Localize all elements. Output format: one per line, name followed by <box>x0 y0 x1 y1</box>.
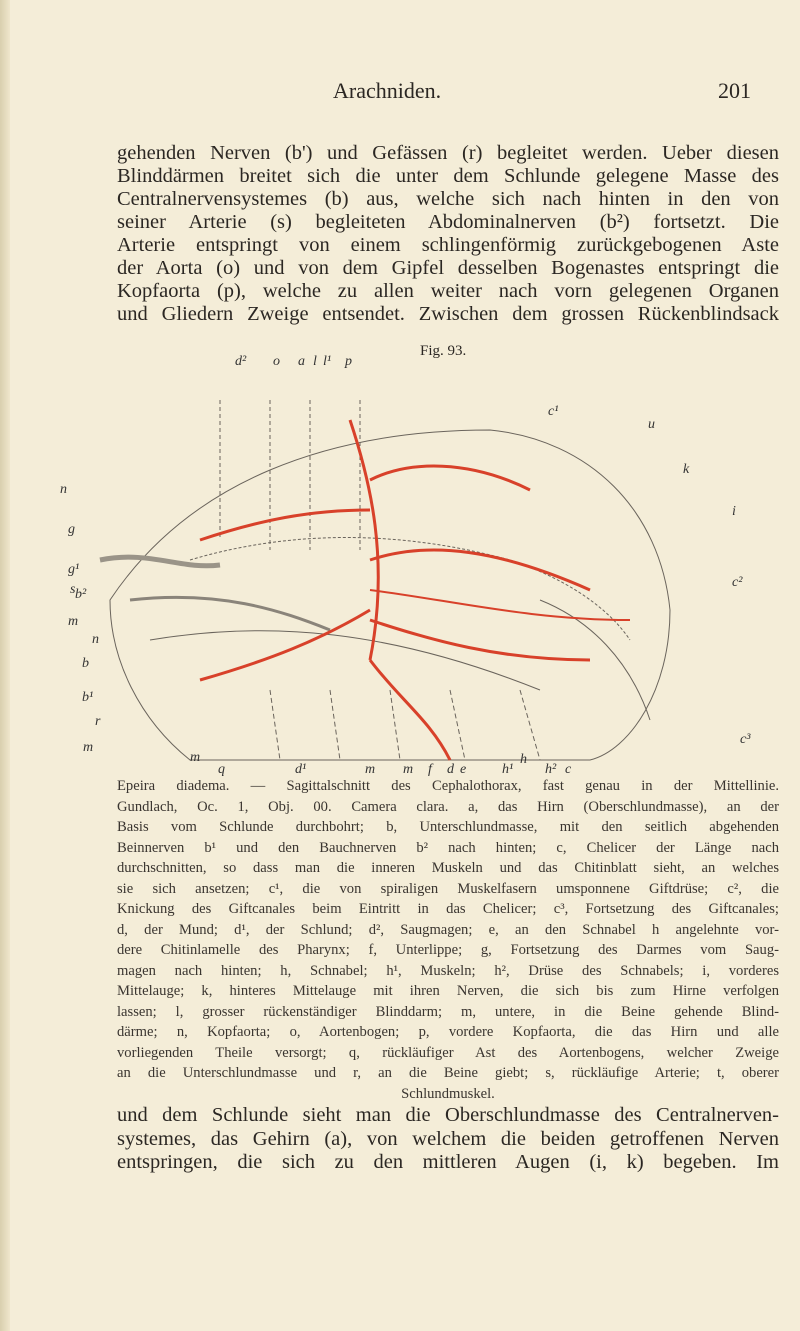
figure-letter: m <box>365 762 376 777</box>
figure-letter: d² <box>235 354 247 369</box>
caption-line: därme; n, Kopfaorta; o, Aortenbogen; p, vordere Kopfaorta, die das Hirn und alle <box>117 1024 779 1040</box>
caption-line: Mittelauge; k, hinteres Mittelauge mit ihren Nerven, die sich bis zum Hirne verfolgen <box>117 983 779 999</box>
text-line: der Aorta (o) und von dem Gipfel desselben Bogenastes entspringt die <box>117 257 779 279</box>
figure-letter: b² <box>75 587 87 602</box>
figure-letter: d <box>447 762 454 777</box>
figure-letter: b <box>82 656 89 671</box>
figure-letter: h <box>520 752 527 767</box>
text-line: Centralnervensystemes (b) aus, welche sich nach hinten in den von <box>117 188 779 210</box>
figure-letter: n <box>92 632 99 647</box>
figure-letter: c² <box>732 575 743 590</box>
figure-letter: q <box>218 762 225 777</box>
caption-line: lassen; l, grosser rückenständiger Blinddarm; m, untere, in die Beine gehende Blind- <box>117 1003 779 1020</box>
figure-letter: a <box>298 354 305 369</box>
figure-letter: e <box>460 762 467 777</box>
text-line: und Gliedern Zweige entsendet. Zwischen dem grossen Rückenblindsack <box>117 303 779 325</box>
caption-line: Beinnerven b¹ und den Bauchnerven b² nach hinten; c, Chelicer der Länge nach <box>117 839 779 856</box>
text-line: seiner Arterie (s) begleiteten Abdominalnerven (b²) fortsetzt. Die <box>117 211 779 233</box>
figure-letter: p <box>345 354 352 369</box>
figure-label: Fig. 93. <box>420 343 467 359</box>
figure-letter: l¹ <box>323 354 332 369</box>
figure-93-illustration <box>70 360 710 780</box>
caption-line: dere Chitinlamelle des Pharynx; f, Unterlippe; g, Fortsetzung des Darmes vom Saug- <box>117 942 779 958</box>
figure-letter: k <box>683 462 690 477</box>
page-edge <box>0 0 10 1331</box>
figure-letter: h¹ <box>502 762 514 777</box>
caption-line: Knickung des Giftcanales beim Eintritt in das Chelicer; c³, Fortsetzung des Giftcanales; <box>117 901 779 917</box>
figure-letter: g <box>68 522 75 537</box>
figure-letter: o <box>273 354 280 369</box>
figure-letter: l <box>313 354 317 369</box>
figure-letter: m <box>68 614 79 629</box>
figure-letter: r <box>95 714 101 729</box>
text-line: Kopfaorta (p), welche zu allen weiter nach vorn gelegenen Organen <box>117 280 779 302</box>
caption-line: Basis vom Schlunde durchbohrt; b, Unterschlundmasse, mit den seitlich abgehenden <box>117 819 779 835</box>
figure-letter: i <box>732 504 736 519</box>
figure-letter: c³ <box>740 732 751 747</box>
figure-letter: d¹ <box>295 762 307 777</box>
text-line: Blinddärmen breitet sich die unter dem Schlunde gelegene Masse des <box>117 165 779 187</box>
figure-letter: m <box>403 762 414 777</box>
caption-line: d, der Mund; d¹, der Schlund; d², Saugmagen; e, an den Schnabel h angelehnte vor- <box>117 921 779 938</box>
caption-line: Schlundmuskel. <box>401 1085 495 1102</box>
figure-letter: b¹ <box>82 690 94 705</box>
caption-line: an die Unterschlundmasse und r, an die Beine giebt; s, rückläufige Arterie; t, oberer <box>117 1065 779 1081</box>
figure-outline <box>100 400 670 760</box>
text-line: Arterie entspringt von einem schlingenförmig zurückgebogenen Aste <box>117 234 779 256</box>
figure-letter: m <box>83 740 94 755</box>
figure-letter: s <box>70 582 76 597</box>
arteries <box>200 420 630 760</box>
caption-line: vorliegenden Theile versorgt; q, rückläufiger Ast des Aortenbogens, welcher Zweige <box>117 1044 779 1061</box>
text-line: systemes, das Gehirn (a), von welchem die beiden getroffenen Nerven <box>117 1127 779 1150</box>
page-number: 201 <box>718 78 751 103</box>
running-title: Arachniden. <box>333 78 442 103</box>
figure-letter: m <box>190 750 201 765</box>
caption-line: durchschnitten, so dass man die inneren Muskeln und das Chitinblatt sieht, an welches <box>117 860 779 876</box>
figure-letter: n <box>60 482 67 497</box>
figure-letter: u <box>648 417 655 432</box>
caption-line: Gundlach, Oc. 1, Obj. 00. Camera clara. a, das Hirn (Oberschlundmasse), an der <box>117 798 779 815</box>
figure-letter: h² <box>545 762 557 777</box>
figure-letter: g¹ <box>68 562 80 577</box>
text-line: entspringen, die sich zu den mittleren Augen (i, k) begeben. Im <box>117 1151 779 1173</box>
caption-line: Epeira diadema. — Sagittalschnitt des Cephalothorax, fast genau in der Mittellinie. <box>117 778 779 794</box>
text-line: gehenden Nerven (b') und Gefässen (r) begleitet werden. Ueber diesen <box>117 142 779 164</box>
figure-letter: c <box>565 762 572 777</box>
figure-letter: f <box>428 762 432 777</box>
figure-letter: c¹ <box>548 404 559 419</box>
text-line: und dem Schlunde sieht man die Oberschlundmasse des Centralnerven- <box>117 1104 779 1126</box>
caption-line: sie sich ansetzen; c¹, die von spiraligen Muskelfasern umsponnene Giftdrüse; c², die <box>117 880 779 897</box>
caption-line: magen nach hinten; h, Schnabel; h¹, Muskeln; h², Drüse des Schnabels; i, vorderes <box>117 962 779 979</box>
